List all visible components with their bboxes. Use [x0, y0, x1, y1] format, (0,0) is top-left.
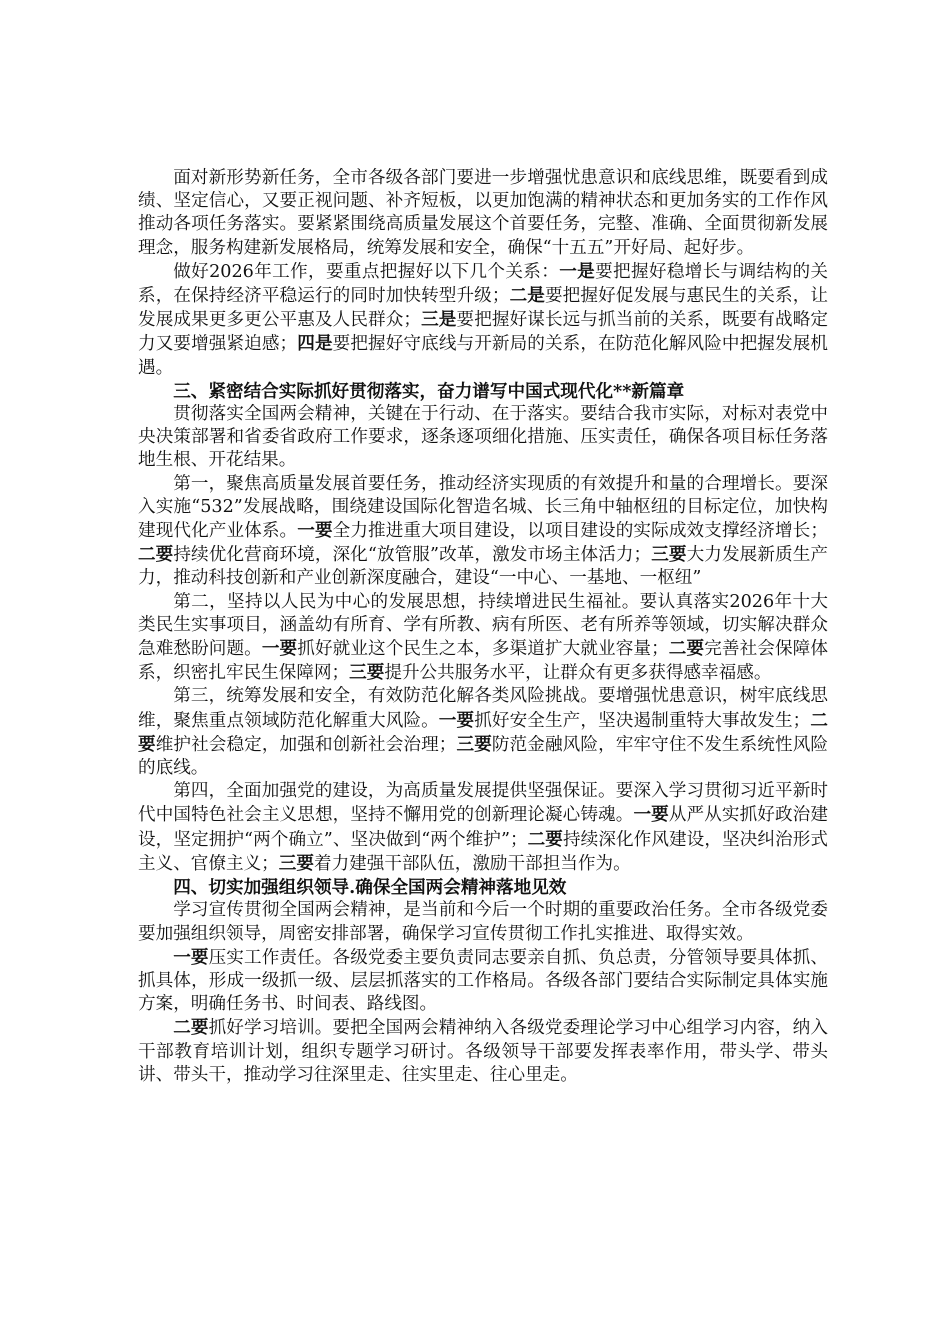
section-heading	[138, 380, 828, 403]
text-run: 第一，聚焦高质量发展首要任务，推动经济实现质的有效提升和量的合理增长。要深入实施“532”发展战略，围绕建设国际化智造名城、长三角中轴枢纽的目标定位，加快构建现代化产业体系。	[138, 473, 828, 542]
text-run: 维护社会稳定，加强和创新社会治理；	[155, 734, 457, 755]
text-run: 三、紧密结合实际抓好贯彻落实，奋力谱写中国式现代化**新篇章	[173, 380, 685, 402]
text-run: 要把握好稳增长与调结构的关系，在保持经济平稳运行的同时加快转型升级；	[138, 261, 828, 307]
emphasis-text: 一要	[633, 804, 669, 826]
text-run: 第二，坚持以人民为中心的发展思想，持续增进民生福祉。要认真落实2026年十大类民生实事项目，涵盖幼有所育、学有所教、病有所医、老有所养等领域，切实解决群众急难愁盼问题。	[138, 591, 828, 660]
text-run: 着力建强干部队伍，激励干部担当作为。	[313, 853, 631, 874]
text-run: 抓好就业这个民生之本，多渠道扩大就业容量；	[297, 639, 669, 660]
section-heading	[138, 876, 828, 899]
text-run: 四、切实加强组织领导.确保全国两会精神落地见效	[173, 877, 567, 899]
emphasis-text: 二要	[138, 709, 828, 755]
emphasis-text: 二要	[668, 638, 705, 660]
emphasis-text: 三要	[278, 852, 314, 874]
text-run: 持续深化作风建设，坚决纠治形式主义、官僚主义；	[138, 829, 828, 874]
emphasis-text: 二要	[138, 544, 174, 566]
emphasis-text: 二要	[527, 828, 563, 850]
text-run: 第三，统筹发展和安全，有效防范化解各类风险挑战。要增强忧患意识，树牢底线思维，聚焦重点领域防范化解重大风险。	[138, 686, 828, 731]
paragraph	[138, 260, 828, 380]
paragraph	[138, 780, 828, 876]
text-run: 全力推进重大项目建设，以项目建设的实际成效支撑经济增长；	[332, 521, 828, 542]
emphasis-text: 一要	[438, 709, 475, 731]
text-run: 大力发展新质生产力，推动科技创新和产业创新深度融合，建设“一中心、一基地、一枢纽”	[138, 545, 828, 589]
text-run: 第四，全面加强党的建设，为高质量发展提供坚强保证。要深入学习贯彻习近平新时代中国特色社会主义思想，坚持不懈用党的创新理论凝心铸魂。	[138, 781, 828, 826]
text-run: 压实工作责任。各级党委主要负责同志要亲自抓、负总责，分管领导要具体抓、抓具体，形成一级抓一级、层层抓落实的工作格局。各级各部门要结合实际制定具体实施方案，明确任务书、时间表、路线图。	[138, 947, 828, 1015]
emphasis-text: 二要	[173, 1017, 209, 1039]
emphasis-text: 三要	[651, 544, 687, 566]
text-run: 从严从实抓好政治建设，坚定拥护“两个确立”、坚决做到“两个维护”；	[138, 805, 828, 850]
emphasis-text: 三要	[349, 662, 385, 684]
text-run: 抓好安全生产，坚决遏制重特大事故发生；	[474, 710, 811, 731]
paragraph	[138, 591, 828, 686]
text-run: 面对新形势新任务，全市各级各部门要进一步增强忧患意识和底线思维，既要看到成绩、坚定信心，又要正视问题、补齐短板，以更加饱满的精神状态和更加务实的工作作风推动各项任务落实。要紧紧围绕高质量发展这个首要任务，完整、准确、全面贯彻新发展理念，服务构建新发展格局，统筹发展和安全，确保“十五五”开好局、起好步。	[138, 168, 828, 258]
text-run: 要把握好守底线与开新局的关系，在防范化解风险中把握发展机遇。	[138, 334, 828, 378]
emphasis-text: 二是	[509, 285, 545, 307]
emphasis-text: 一要	[261, 638, 298, 660]
paragraph	[138, 685, 828, 780]
paragraph	[138, 946, 828, 1017]
emphasis-text: 一要	[297, 520, 333, 542]
paragraph	[138, 1016, 828, 1087]
paragraph	[138, 167, 828, 260]
emphasis-text: 一要	[173, 946, 209, 968]
emphasis-text: 四是	[297, 333, 333, 355]
text-run: 完善社会保障体系，织密扎牢民生保障网；	[138, 639, 828, 684]
text-run: 做好2026年工作，要重点把握好以下几个关系：	[173, 261, 560, 282]
text-run: 贯彻落实全国两会精神，关键在于行动、在于落实。要结合我市实际，对标对表党中央决策部署和省委省政府工作要求，逐条逐项细化措施、压实责任，确保各项目标任务落地生根、开花结果。	[138, 404, 828, 471]
text-run: 持续优化营商环境，深化“放管服”改革，激发市场主体活力；	[173, 545, 652, 566]
text-run: 要把握好促发展与惠民生的关系，让发展成果更多更公平惠及人民群众；	[138, 286, 828, 331]
paragraph	[138, 899, 828, 945]
text-run: 抓好学习培训。要把全国两会精神纳入各级党委理论学习中心组学习内容，纳入干部教育培训计划，组织专题学习研讨。各级领导干部要发挥表率作用，带头学、带头讲、带头干，推动学习往深里走、往实里走、往心里走。	[138, 1018, 828, 1085]
paragraph	[138, 473, 828, 591]
text-run: 提升公共服务水平，让群众有更多获得感幸福感。	[384, 663, 772, 684]
paragraph	[138, 403, 828, 473]
text-run: 学习宣传贯彻全国两会精神，是当前和今后一个时期的重要政治任务。全市各级党委要加强组织领导，周密安排部署，确保学习宣传贯彻工作扎实推进、取得实效。	[138, 900, 828, 944]
text-run: 防范金融风险，牢牢守住不发生系统性风险的底线。	[138, 734, 828, 779]
emphasis-text: 三要	[456, 733, 492, 755]
text-run: 要把握好谋长远与抓当前的关系，既要有战略定力又要增强紧迫感；	[138, 310, 828, 355]
emphasis-text: 一是	[559, 260, 596, 282]
document-body	[138, 167, 828, 1087]
emphasis-text: 三是	[421, 309, 457, 331]
